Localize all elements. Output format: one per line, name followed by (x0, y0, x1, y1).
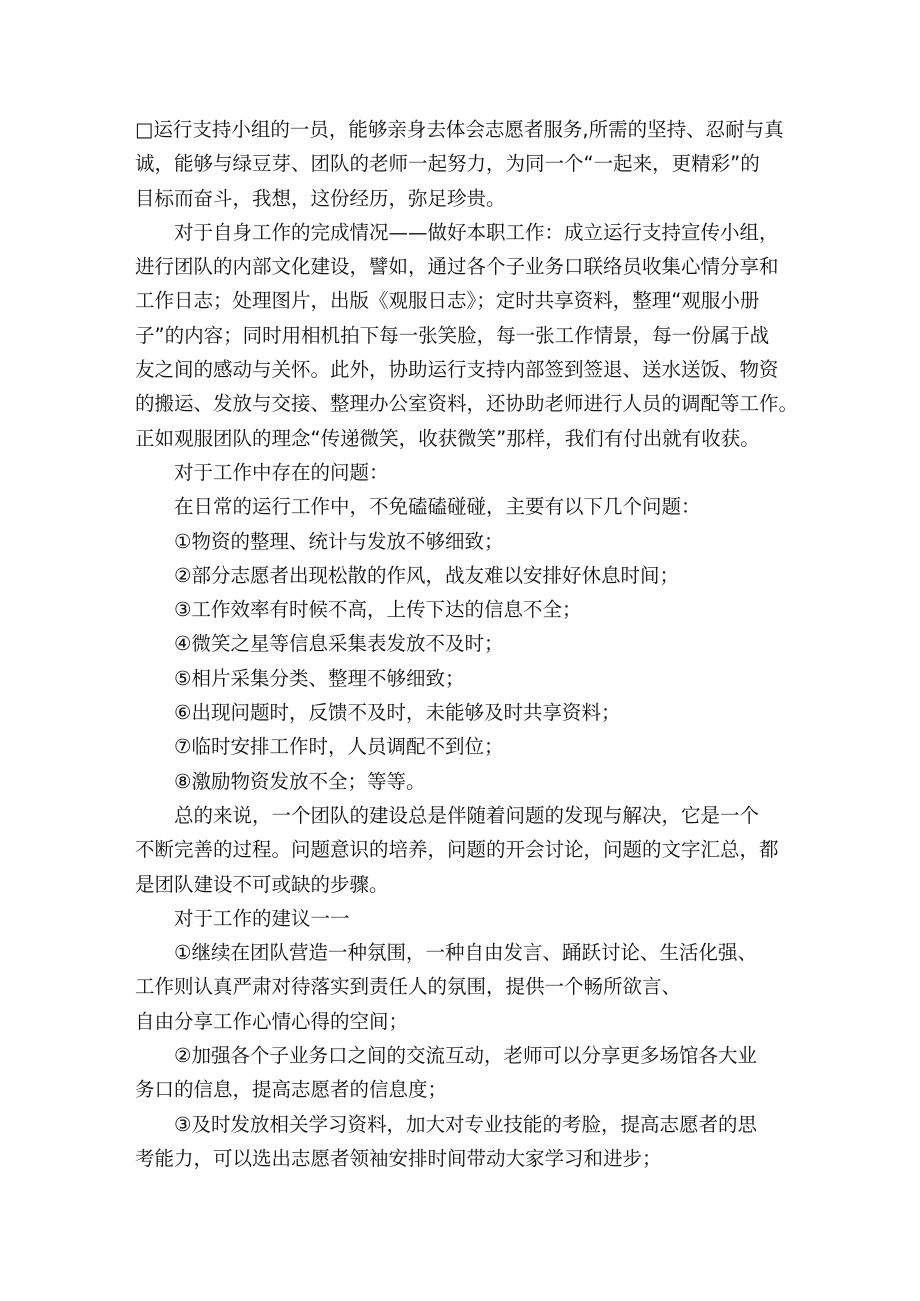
text-line: 进行团队的内部文化建设，譬如，通过各个子业务口联络员收集心情分享和 (135, 255, 779, 279)
text-line: 正如观服团队的理念“传递微笑，收获微笑”那样，我们有付出就有收获。 (135, 426, 760, 450)
text-line: 是团队建设不可或缺的步骤。 (135, 872, 389, 896)
list-item: ④微笑之星等信息采集表发放不及时； (174, 632, 504, 656)
text-line: 不断完善的过程。问题意识的培养，问题的开会讨论，问题的文字汇总，都 (135, 838, 779, 862)
document-body (135, 113, 799, 1176)
list-item: ⑦临时安排工作时，人员调配不到位； (174, 735, 504, 759)
list-item: ⑤相片采集分类、整理不够细致； (174, 666, 465, 690)
list-item: ③工作效率有时候不高，上传下达的信息不全； (174, 598, 582, 622)
list-item: ①继续在团队营造一种氛围，一种自由发言、踊跃讨论、生活化强、 (174, 941, 757, 965)
list-item: ②加强各个子业务口之间的交流互动，老师可以分享更多场馆各大业 (174, 1044, 757, 1068)
text-line: 工作日志；处理图片，出版《观服日志》；定时共享资料，整理“观服小册 (135, 289, 760, 313)
list-item: ①物资的整理、统计与发放不够细致； (174, 529, 504, 553)
text-line: 的搬运、发放与交接、整理办公室资料，还协助老师进行人员的调配等工作。 (135, 392, 799, 416)
text-line: □运行支持小组的一员，能够亲身去体会志愿者服务,所需的坚持、忍耐与真 (135, 118, 784, 141)
text-line: 目标而奋斗，我想，这份经历，弥足珍贵。 (135, 186, 506, 210)
list-item: ⑥出现问题时，反馈不及时，未能够及时共享资料； (174, 701, 621, 725)
list-item: ③及时发放相关学习资料，加大对专业技能的考脸，提高志愿者的思 (174, 1112, 757, 1136)
text-line: 考能力，可以选出志愿者领袖安排时间带动大家学习和进步； (135, 1146, 662, 1170)
text-line: 工作则认真严肃对待落实到责任人的氛围，提供一个畅所欲言、 (135, 975, 682, 999)
text-line: 子”的内容；同时用相机拍下每一张笑脸，每一张工作情景，每一份属于战 (135, 323, 770, 347)
text-line: 自由分享工作心情心得的空间； (135, 1009, 409, 1033)
text-line: 务口的信息，提高志愿者的信息度； (135, 1078, 448, 1102)
list-item: ⑧激励物资发放不全；等等。 (174, 769, 426, 793)
list-item: ②部分志愿者出现松散的作风，战友难以安排好休息时间； (174, 563, 679, 587)
text-line: 对于自身工作的完成情况——做好本职工作：成立运行支持宣传小组， (174, 220, 779, 244)
text-line: 对于工作中存在的问题： (174, 460, 389, 484)
text-line: 友之间的感动与关怀。此外，协助运行支持内部签到签退、送水送饭、物资 (135, 358, 779, 382)
text-line: 在日常的运行工作中，不免磕磕碰碰，主要有以下几个问题： (174, 495, 701, 519)
text-line: 总的来说，一个团队的建设总是伴随着问题的发现与解决，它是一个 (174, 803, 760, 827)
text-line: 对于工作的建议一一 (174, 906, 350, 930)
text-line: 诚，能够与绿豆芽、团队的老师一起努力，为同一个“一起来，更精彩”的 (135, 152, 760, 176)
